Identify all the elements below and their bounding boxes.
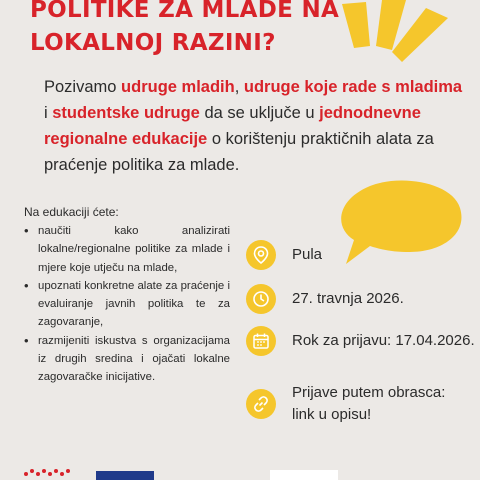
eu-flag-icon [96, 471, 154, 480]
speech-bubble-icon [330, 178, 470, 278]
deadline-row [246, 326, 475, 356]
clock-icon [246, 284, 276, 314]
decorative-rays-icon [330, 0, 480, 80]
list-item: • naučiti kako analizirati lokalne/regionalne politike za mlade i mjere koje utječu na mlade, [20, 222, 230, 277]
deadline-text: Rok za prijavu: 17.04.2026. [292, 332, 475, 349]
application-row [246, 382, 470, 426]
date-text: 27. travnja 2026. [292, 290, 404, 307]
intro-text: Pozivamo udruge mladih, udruge koje rade s mladima i studentske udruge da se uključe u jednodnevne regionalne edukacije o korištenju praktičnih alata za praćenje politika za mlade. [44, 78, 463, 174]
partner-logo-white-icon [270, 470, 338, 480]
title-line-1: POLITIKE ZA MLADE NA [30, 0, 340, 23]
calendar-icon [246, 326, 276, 356]
location-pin-icon [246, 240, 276, 270]
list-item: • razmijeniti iskustva s organizacijama iz drugih sredina i ojačati lokalne zagovaračke inicijative. [20, 332, 230, 387]
link-icon [246, 389, 276, 419]
partner-logo-dots-icon [24, 469, 70, 476]
education-list [20, 222, 230, 387]
list-item: • upoznati konkretne alate za praćenje i evaluiranje javnih politika te za zagovaranje, [20, 277, 230, 332]
page-title [30, 0, 360, 60]
date-row [246, 284, 404, 314]
application-text: Prijave putem obrasca: link u opisu! [292, 384, 446, 423]
partner-logos [0, 466, 480, 480]
education-heading: Na edukaciji ćete: [24, 205, 119, 219]
location-text: Pula [292, 246, 323, 263]
title-line-2: LOKALNOJ RAZINI? [30, 30, 276, 56]
location-row [246, 240, 322, 270]
